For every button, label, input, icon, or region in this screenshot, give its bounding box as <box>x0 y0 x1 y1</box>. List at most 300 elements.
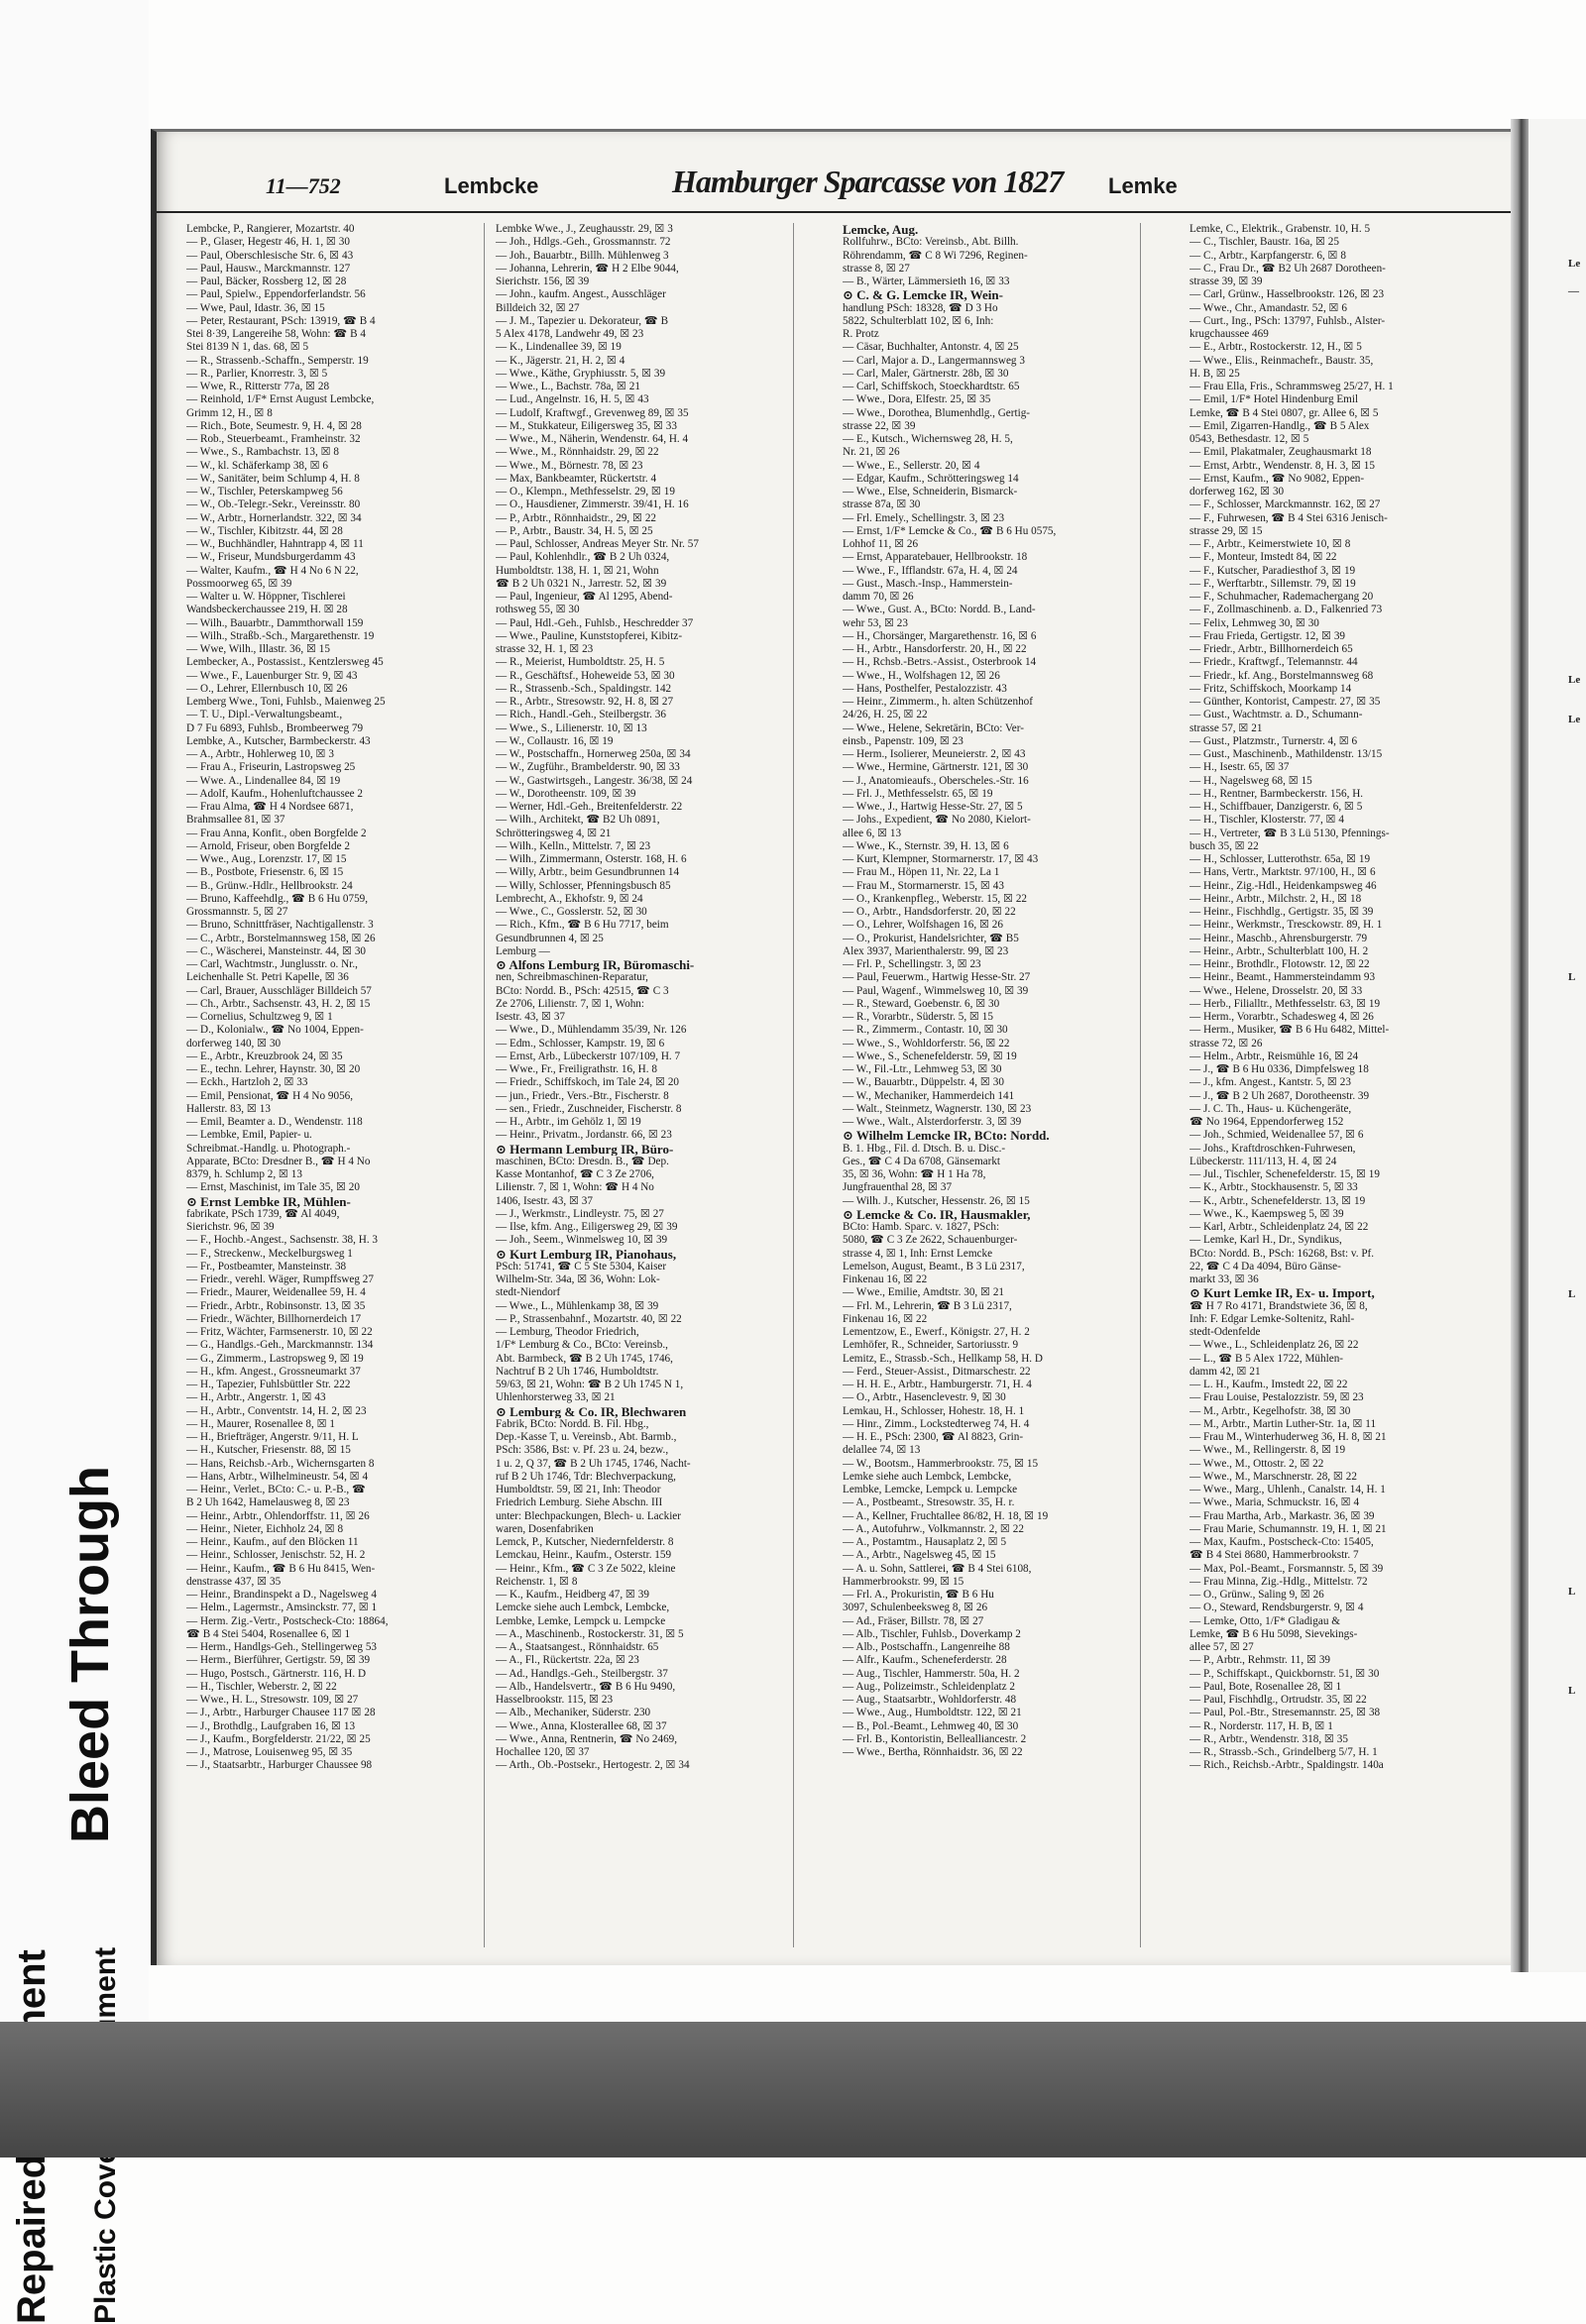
directory-entry: — Lembke, Emil, Papier- u. <box>186 1129 312 1142</box>
directory-entry: Lembke Wwe., J., Zeughausstr. 29, ☒ 3 <box>496 223 673 235</box>
directory-entry: Finkenau 16, ☒ 22 <box>843 1273 928 1285</box>
directory-entry: — P., Arbtr., Baustr. 34, H. 5, ☒ 25 <box>496 524 653 537</box>
directory-entry: — A., Staatsangest., Rönnhaidstr. 65 <box>496 1641 659 1653</box>
directory-entry: — W., Friseur, Mundsburgerdamm 43 <box>186 551 356 564</box>
next-page-fragment: Le <box>1568 674 1581 686</box>
directory-entry: Lementzow, E., Ewerf., Königstr. 27, H. 2 <box>843 1326 1030 1338</box>
directory-entry: — O., Lehrer, Ellernbusch 10, ☒ 26 <box>186 682 348 695</box>
directory-entry: — W., Arbtr., Hornerlandstr. 322, ☒ 34 <box>186 511 362 524</box>
directory-entry: — C., Frau Dr., ☎ B2 Uh 2687 Dorotheen- <box>1190 262 1386 275</box>
directory-entry: — Heinr., Arbtr., Ohlendorffstr. 11, ☒ 26 <box>186 1509 370 1522</box>
directory-entry: — Eckh., Hartzloh 2, ☒ 33 <box>186 1076 308 1089</box>
directory-entry: — Fritz, Wächter, Farmsenerstr. 10, ☒ 22 <box>186 1326 373 1338</box>
directory-entry: — Max, Bankbeamter, Rückertstr. 4 <box>496 472 657 485</box>
directory-entry: Grossmannstr. 5, ☒ 27 <box>186 906 288 918</box>
directory-entry: Leichenhalle St. Petri Kapelle, ☒ 36 <box>186 971 349 984</box>
directory-entry: — Frau Marie, Schumannstr. 19, H. 1, ☒ 21 <box>1190 1522 1387 1535</box>
directory-entry: ☎ B 2 Uh 0321 N., Jarrestr. 52, ☒ 39 <box>496 577 667 590</box>
directory-entry: — Joh., Seem., Winmelsweg 10, ☒ 39 <box>496 1234 668 1247</box>
directory-entry: — Frau M., Stormarnerstr. 15, ☒ 43 <box>843 879 1004 892</box>
directory-entry: — E., techn. Lehrer, Haynstr. 30, ☒ 20 <box>186 1063 361 1075</box>
directory-entry: — R., Steward, Goebenstr. 6, ☒ 30 <box>843 997 1000 1010</box>
directory-entry: Reichenstr. 1, ☒ 8 <box>496 1575 578 1588</box>
directory-entry: — Walter, Kaufm., ☎ H 4 No 6 N 22, <box>186 564 359 577</box>
directory-entry: — E., Arbtr., Rostockerstr. 12, H., ☒ 5 <box>1190 341 1362 354</box>
directory-entry: Nr. 21, ☒ 26 <box>843 446 900 459</box>
directory-entry: — Heinr., Zig.-Hdl., Heidenkampsweg 46 <box>1190 879 1377 892</box>
directory-entry: — L. H., Kaufm., Imstedt 22, ☒ 22 <box>1190 1379 1348 1390</box>
directory-entry: — Wwe., Aug., Humboldtstr. 122, ☒ 21 <box>843 1707 1022 1719</box>
directory-entry: Lohhof 11, ☒ 26 <box>843 538 919 550</box>
directory-entry: Dep.-Kasse T, u. Vereinsb., Abt. Barmb., <box>496 1431 677 1443</box>
next-page-fragment: — <box>1568 285 1579 297</box>
next-page-fragment: L <box>1568 1586 1576 1598</box>
directory-entry: — Wwe., S., Wohldorferstr. 56, ☒ 22 <box>843 1037 1010 1050</box>
directory-entry: strasse 8, ☒ 27 <box>843 262 910 275</box>
directory-entry: — G., Handlgs.-Geh., Marckmannstr. 134 <box>186 1339 374 1352</box>
page-header <box>157 152 1517 213</box>
directory-entry: Lemck, P., Kutscher, Niedernfelderstr. 8 <box>496 1536 674 1548</box>
directory-entry: — Lemke, Karl H., Dr., Syndikus, <box>1190 1234 1342 1247</box>
directory-entry: — J., Staatsarbtr., Harburger Chaussee 98 <box>186 1759 373 1772</box>
directory-entry: — C., Arbtr., Karpfangerstr. 6, ☒ 8 <box>1190 249 1346 262</box>
directory-entry: — Gust., Wachtmstr. a. D., Schumann- <box>1190 709 1363 721</box>
directory-entry: — Friedr., Arbtr., Billhornerdeich 65 <box>1190 643 1353 655</box>
directory-entry: — Wwe., Anna, Rentnerin, ☎ No 2469, <box>496 1732 678 1745</box>
directory-entry: — Alb., Handelsvertr., ☎ B 6 Hu 9490, <box>496 1680 676 1693</box>
directory-entry: — Wwe., M., Marschnerstr. 28, ☒ 22 <box>1190 1470 1357 1483</box>
directory-entry: — Helm., Arbtr., Reismühle 16, ☒ 24 <box>1190 1050 1359 1062</box>
directory-entry: BCto: Hamb. Sparc. v. 1827, PSch: <box>843 1221 1000 1233</box>
directory-entry: — Friedr., Kraftwgf., Telemannstr. 44 <box>1190 656 1358 669</box>
directory-entry: — Carl, Major a. D., Langermannsweg 3 <box>843 354 1025 367</box>
directory-entry: strasse 72, ☒ 26 <box>1190 1037 1263 1050</box>
directory-entry: Nachtruf B 2 Uh 1746, Humboldtstr. <box>496 1365 659 1378</box>
directory-entry: strasse 32, H. 1, ☒ 23 <box>496 643 594 655</box>
directory-entry: — F., Zollmaschinenb. a. D., Falkenried 73 <box>1190 604 1383 616</box>
directory-entry: — H., Arbtr., Hansdorferstr. 20, H., ☒ 22 <box>843 643 1027 655</box>
directory-entry: — Ad., Fräser, Billstr. 78, ☒ 27 <box>843 1614 984 1627</box>
directory-entry: BCto: Nordd. B., PSch: 16268, Bst: v. Pf. <box>1190 1247 1375 1260</box>
directory-entry: — A., Postbeamt., Stresowstr. 35, H. r. <box>843 1496 1015 1509</box>
directory-entry: — Ludolf, Kraftwgf., Grevenweg 89, ☒ 35 <box>496 406 689 419</box>
directory-entry: allee 6, ☒ 13 <box>843 827 902 839</box>
next-page-fragment: Le <box>1568 714 1581 725</box>
directory-entry: — Frau Louise, Pestalozzistr. 59, ☒ 23 <box>1190 1391 1364 1404</box>
directory-entry: — Wwe., H. L., Stresowstr. 109, ☒ 27 <box>186 1694 359 1706</box>
directory-entry: PSch: 51741, ☎ C 5 Ste 5304, Kaiser <box>496 1260 667 1273</box>
directory-entry: — Carl, Schiffskoch, Stoeckhardtstr. 65 <box>843 381 1020 392</box>
directory-entry: Sierichstr. 156, ☒ 39 <box>496 276 590 287</box>
directory-entry: — Karl, Arbtr., Schleidenplatz 24, ☒ 22 <box>1190 1221 1369 1233</box>
directory-entry: — Arth., Ob.-Postsekr., Hertogestr. 2, ☒ 34 <box>496 1759 690 1772</box>
directory-entry: 59/63, ☒ 21, Wohn: ☎ B 2 Uh 1745 N 1, <box>496 1379 684 1390</box>
directory-entry: — Heinr., Privatm., Jordanstr. 66, ☒ 23 <box>496 1129 672 1142</box>
directory-entry: Lemitz, E., Strassb.-Sch., Hellkamp 58, H. D <box>843 1352 1043 1365</box>
directory-entry: — L., ☎ B 5 Alex 1722, Mühlen- <box>1190 1352 1344 1365</box>
directory-entry: — Wwe., F., Lauenburger Str. 9, ☒ 43 <box>186 669 358 682</box>
directory-entry: wehr 53, ☒ 23 <box>843 616 908 629</box>
directory-entry: — J., Werkmstr., Lindleystr. 75, ☒ 27 <box>496 1207 664 1220</box>
directory-entry: — H., Chorsänger, Margarethenstr. 16, ☒ 6 <box>843 629 1037 642</box>
directory-entry: — Arnold, Friseur, oben Borgfelde 2 <box>186 839 350 852</box>
directory-entry: — Wilh., Straßb.-Sch., Margarethenstr. 19 <box>186 629 375 642</box>
directory-entry: — K., Jägerstr. 21, H. 2, ☒ 4 <box>496 354 625 367</box>
directory-entry: — H., Tapezier, Fuhlsbüttler Str. 222 <box>186 1379 351 1390</box>
directory-entry: 22, ☎ C 4 Da 4094, Büro Gänse- <box>1190 1260 1341 1273</box>
directory-entry: — Ernst, 1/F* Lemcke & Co., ☎ B 6 Hu 0575, <box>843 524 1057 537</box>
directory-entry: Lemkau, H., Schlosser, Hohestr. 18, H. 1 <box>843 1404 1025 1417</box>
directory-entry: — Alfr., Kaufm., Scheneferderstr. 28 <box>843 1654 1007 1667</box>
directory-entry: — Wwe., Marg., Uhlenh., Canalstr. 14, H. 1 <box>1190 1484 1386 1495</box>
directory-entry: — Wilh., Bauarbtr., Dammthorwall 159 <box>186 616 364 629</box>
directory-entry: ☎ B 4 Stei 5404, Rosenallee 6, ☒ 1 <box>186 1627 351 1640</box>
directory-entry: — Heinr., Arbtr., Milchstr. 2, H., ☒ 18 <box>1190 892 1362 905</box>
directory-entry: — Aug., Tischler, Hammerstr. 50a, H. 2 <box>843 1667 1020 1680</box>
directory-entry: Stei 8139 N 1, das. 68, ☒ 5 <box>186 341 309 354</box>
directory-entry: — K., Lindenallee 39, ☒ 19 <box>496 341 622 354</box>
directory-entry: — E., Arbtr., Kreuzbrook 24, ☒ 35 <box>186 1050 343 1062</box>
directory-entry: strasse 22, ☒ 39 <box>843 419 916 432</box>
directory-entry: — Ernst, Kaufm., ☎ No 9082, Eppen- <box>1190 472 1365 485</box>
directory-entry: — Johs., Kraftdroschken-Fuhrwesen, <box>1190 1142 1356 1155</box>
directory-entry: — Wwe., L., Schleidenplatz 26, ☒ 22 <box>1190 1339 1359 1352</box>
directory-entry: — P., Arbtr., Rönnhaidstr., 29, ☒ 22 <box>496 511 657 524</box>
directory-entry: ☎ No 1964, Eppendorferweg 152 <box>1190 1116 1344 1128</box>
directory-entry: — Herm., Bierführer, Gertigstr. 59, ☒ 39 <box>186 1654 371 1667</box>
next-page-fragment: Le <box>1568 258 1581 270</box>
directory-entry: — Carl, Wachtmstr., Junglusstr. o. Nr., <box>186 958 358 970</box>
header-left-word: Lembcke <box>444 173 539 198</box>
directory-entry: — K., Arbtr., Stockhausenstr. 5, ☒ 33 <box>1190 1181 1358 1194</box>
directory-entry: — Heinr., Maschb., Ahrensburgerstr. 79 <box>1190 932 1368 944</box>
directory-entry: — Wwe., Chr., Amandastr. 52, ☒ 6 <box>1190 301 1347 314</box>
directory-entry: — Edm., Schlosser, Kampstr. 19, ☒ 6 <box>496 1037 665 1050</box>
directory-entry: Lembke, Lemcke, Lempck u. Lempcke <box>843 1484 1018 1495</box>
directory-entry: — B., Wärter, Lämmersieth 16, ☒ 33 <box>843 276 1010 287</box>
directory-entry: — Wwe., K., Kaempsweg 5, ☒ 39 <box>1190 1207 1344 1220</box>
directory-entry: — W., Bootsm., Hammerbrookstr. 75, ☒ 15 <box>843 1457 1039 1470</box>
directory-entry: — H., Schiffbauer, Danzigerstr. 6, ☒ 5 <box>1190 801 1363 813</box>
directory-entry: — Wwe., Helene, Drosselstr. 20, ☒ 33 <box>1190 984 1363 997</box>
directory-entry: — Max, Kaufm., Postscheck-Cto: 15405, <box>1190 1536 1374 1548</box>
directory-entry: — Wwe., Aug., Lorenzstr. 17, ☒ 15 <box>186 853 347 865</box>
directory-entry: — Wwe., Maria, Schmuckstr. 16, ☒ 4 <box>1190 1496 1360 1509</box>
directory-entry: — Paul, Hausw., Marckmannstr. 127 <box>186 262 351 275</box>
directory-entry: — J., kfm. Angest., Kantstr. 5, ☒ 23 <box>1190 1076 1351 1089</box>
directory-entry: H. B, ☒ 25 <box>1190 367 1240 380</box>
directory-entry: — Herm., Handlgs-Geh., Stellingerweg 53 <box>186 1641 378 1653</box>
directory-entry: — F., Streckenw., Meckelburgsweg 1 <box>186 1247 353 1260</box>
directory-entry: — Frau Minna, Zig.-Hdlg., Mittelstr. 72 <box>1190 1575 1368 1588</box>
directory-entry: fabrikate, PSch 1739, ☎ Al 4049, <box>186 1207 340 1220</box>
directory-entry: — Heinr., Brothdlr., Flotowstr. 12, ☒ 22 <box>1190 958 1370 970</box>
directory-entry: — Wwe., J., Hartwig Hesse-Str. 27, ☒ 5 <box>843 801 1023 813</box>
directory-entry: — A. u. Sohn, Sattlerei, ☎ B 4 Stei 6108, <box>843 1562 1032 1575</box>
directory-entry: Abt. Barmbeck, ☎ B 2 Uh 1745, 1746, <box>496 1352 673 1365</box>
directory-entry: — Paul, Kohlenhdlr., ☎ B 2 Uh 0324, <box>496 551 670 564</box>
directory-entry: — R., Strassb.-Sch., Grindelberg 5/7, H. 1 <box>1190 1746 1378 1758</box>
directory-entry: busch 35, ☒ 22 <box>1190 839 1259 852</box>
directory-entry: — Hans, Reichsb.-Arb., Wichernsgarten 8 <box>186 1457 375 1470</box>
directory-entry: — H., Arbtr., Conventstr. 14, H. 2, ☒ 23 <box>186 1404 367 1417</box>
directory-entry: — Wwe., Dora, Elfestr. 25, ☒ 35 <box>843 393 991 406</box>
directory-entry: — Emil, Beamter a. D., Wendenstr. 118 <box>186 1116 363 1128</box>
directory-entry: waren, Dosenfabriken <box>496 1522 594 1535</box>
directory-entry: — Paul, Hdl.-Geh., Fuhlsb., Heschredder 37 <box>496 616 694 629</box>
directory-entry: maschinen, BCto: Dresdn. B., ☎ Dep. <box>496 1155 669 1167</box>
directory-entry: PSch: 3586, Bst: v. Pf. 23 u. 24, bezw., <box>496 1444 669 1457</box>
directory-entry: — Cornelius, Schultzweg 9, ☒ 1 <box>186 1011 333 1023</box>
directory-entry: — J., Matrose, Louisenweg 95, ☒ 35 <box>186 1746 353 1758</box>
directory-entry: Possmoorweg 65, ☒ 39 <box>186 577 292 590</box>
page-number: 11—752 <box>266 173 341 198</box>
directory-entry: — Wwe., Helene, Sekretärin, BCto: Ver- <box>843 721 1024 734</box>
header-advertisement: Hamburger Sparcasse von 1827 <box>672 164 1064 199</box>
directory-entry: — Wwe., Bertha, Rönnhaidstr. 36, ☒ 22 <box>843 1746 1023 1758</box>
directory-entry: handlung PSch: 18328, ☎ D 3 Ho <box>843 301 998 314</box>
directory-entry: — Heinr., Brandinspekt a D., Nagelsweg 4 <box>186 1589 378 1601</box>
directory-entry: — Heinr., Kfm., ☎ C 3 Ze 5022, kleine <box>496 1562 676 1575</box>
directory-entry: — A., Autofuhrw., Volkmannstr. 2, ☒ 22 <box>843 1522 1024 1535</box>
directory-entry: — Joh., Hdlgs.-Geh., Grossmannstr. 72 <box>496 236 671 249</box>
directory-entry: ⊙ Ernst Lembke IR, Mühlen- <box>186 1194 351 1208</box>
directory-entry: 0543, Bethesdastr. 12, ☒ 5 <box>1190 433 1309 445</box>
directory-entry: — H., Maurer, Rosenallee 8, ☒ 1 <box>186 1417 336 1430</box>
directory-entry: — E., Kutsch., Wichernsweg 28, H. 5, <box>843 433 1013 445</box>
directory-entry: — O., Prokurist, Handelsrichter, ☎ B5 <box>843 932 1019 944</box>
directory-entry: Lembcke, P., Rangierer, Mozartstr. 40 <box>186 223 355 235</box>
directory-entry: — Paul, Bäcker, Rossberg 12, ☒ 28 <box>186 276 347 287</box>
directory-entry: — Frau M., Höpen 11, Nr. 22, La 1 <box>843 866 1000 879</box>
directory-entry: — Wilh., Architekt, ☎ B2 Uh 0891, <box>496 814 660 827</box>
directory-entry: Schrötteringsweg 4, ☒ 21 <box>496 827 612 839</box>
directory-entry: — R., Arbtr., Stresowstr. 92, H. 8, ☒ 27 <box>496 696 674 708</box>
directory-entry: Inh: F. Edgar Lemke-Soltenitz, Rahl- <box>1190 1312 1355 1325</box>
directory-entry: — W., Tischler, Kibitzstr. 44, ☒ 28 <box>186 524 343 537</box>
directory-entry: Lemcke, Aug. <box>843 223 919 237</box>
directory-entry: Lemhöfer, R., Schneider, Sartoriusstr. 9 <box>843 1339 1019 1352</box>
scan-bottom-band <box>0 2022 1586 2158</box>
directory-entry: — Ernst, Arb., Lübeckerstr 107/109, H. 7 <box>496 1050 681 1062</box>
directory-entry: — Heinr., Nieter, Eichholz 24, ☒ 8 <box>186 1522 344 1535</box>
directory-entry: — Edgar, Kaufm., Schrötteringsweg 14 <box>843 472 1019 485</box>
directory-entry: — Bruno, Schnittfräser, Nachtigallenstr. 3 <box>186 919 374 932</box>
directory-entry: — Frau Martha, Arb., Markastr. 36, ☒ 39 <box>1190 1509 1375 1522</box>
directory-entry: — W., Ob.-Telegr.-Sekr., Vereinsstr. 80 <box>186 498 361 511</box>
directory-entry: — Rich., Bote, Seumestr. 9, H. 4, ☒ 28 <box>186 419 362 432</box>
directory-entry: BCto: Nordd. B., PSch: 42515, ☎ C 3 <box>496 984 669 997</box>
directory-entry: — C., Wäscherei, Mansteinstr. 44, ☒ 30 <box>186 944 367 957</box>
directory-entry: — J., Anatomieaufs., Oberscheles.-Str. 16 <box>843 774 1029 787</box>
directory-entry: ⊙ Wilhelm Lemcke IR, BCto: Nordd. <box>843 1129 1050 1143</box>
directory-entry: — Heinr., Beamt., Hammersteindamm 93 <box>1190 971 1376 984</box>
directory-entry: einsb., Papenstr. 109, ☒ 23 <box>843 734 963 747</box>
directory-entry: Friedrich Lemburg. Siehe Abschn. III <box>496 1496 663 1509</box>
directory-entry: — J., Arbtr., Harburger Chausee 117 ☒ 28 <box>186 1707 376 1719</box>
directory-entry: — Herb., Filialltr., Methfesselstr. 63, ☒ 19 <box>1190 997 1381 1010</box>
directory-column-3 <box>843 223 1141 1947</box>
directory-entry: — H., Arbtr., im Gehölz 1, ☒ 19 <box>496 1116 641 1128</box>
directory-entry: — K., Arbtr., Schenefelderstr. 13, ☒ 19 <box>1190 1194 1366 1207</box>
directory-entry: delallee 74, ☒ 13 <box>843 1444 921 1457</box>
directory-entry: Billdeich 32, ☒ 27 <box>496 301 580 314</box>
directory-entry: — Walter u. W. Höppner, Tischlerei <box>186 591 346 603</box>
directory-entry: markt 33, ☒ 36 <box>1190 1273 1259 1285</box>
directory-entry: — H., Briefträger, Angerstr. 9/11, H. L <box>186 1431 359 1443</box>
directory-entry: 35, ☒ 36, Wohn: ☎ H 1 Ha 78, <box>843 1168 986 1180</box>
directory-entry: — Lemburg, Theodor Friedrich, <box>496 1326 639 1338</box>
directory-entry: — W., Zugführ., Brambelderstr. 90, ☒ 33 <box>496 761 680 774</box>
directory-entry: — Hans, Posthelfer, Pestalozzistr. 43 <box>843 682 1007 695</box>
directory-entry: — A., Maschinenb., Rostockerstr. 31, ☒ 5 <box>496 1627 684 1640</box>
directory-entry: — H., Tischler, Klosterstr. 77, ☒ 4 <box>1190 814 1344 827</box>
directory-entry: B. 1. Hbg., Fil. d. Dtsch. B. u. Disc.- <box>843 1142 1006 1155</box>
directory-entry: Sierichstr. 96, ☒ 39 <box>186 1221 275 1233</box>
directory-entry: — M., Stukkateur, Eiligersweg 35, ☒ 33 <box>496 419 677 432</box>
directory-entry: — Lemke, Otto, 1/F* Gladigau & <box>1190 1614 1340 1627</box>
directory-entry: — Gust., Platzmstr., Turnerstr. 4, ☒ 6 <box>1190 734 1358 747</box>
directory-entry: — F., Fuhrwesen, ☎ B 4 Stei 6316 Jenisch- <box>1190 511 1388 524</box>
directory-entry: — O., Arbtr., Handsdorferstr. 20, ☒ 22 <box>843 906 1016 918</box>
directory-entry: Lembke, Lemke, Lempck u. Lempcke <box>496 1614 666 1627</box>
directory-entry: — O., Arbtr., Hasenclevestr. 9, ☒ 30 <box>843 1391 1006 1404</box>
directory-entry: — Curt., Ing., PSch: 13797, Fuhlsb., Alster- <box>1190 314 1386 327</box>
directory-entry: rothsweg 55, ☒ 30 <box>496 604 580 616</box>
directory-entry: — W., Tischler, Peterskampweg 56 <box>186 486 343 498</box>
directory-entry: — Frau Ella, Fris., Schrammsweg 25/27, H. 1 <box>1190 381 1394 392</box>
directory-entry: — Alb., Tischler, Fuhlsb., Doverkamp 2 <box>843 1627 1021 1640</box>
directory-entry: ☎ B 4 Stei 8680, Hammerbrookstr. 7 <box>1190 1549 1359 1562</box>
directory-entry: — Wwe., M., Ottostr. 2, ☒ 22 <box>1190 1457 1324 1470</box>
directory-entry: — R., Arbtr., Wendenstr. 318, ☒ 35 <box>1190 1732 1348 1745</box>
directory-entry: strasse 4, ☒ 1, Inh: Ernst Lemcke <box>843 1247 993 1260</box>
directory-entry: — Wwe., H., Wolfshagen 12, ☒ 26 <box>843 669 1000 682</box>
directory-entry: — Hans, Arbtr., Wilhelmineustr. 54, ☒ 4 <box>186 1470 369 1483</box>
directory-entry: — Wwe, R., Ritterstr 77a, ☒ 28 <box>186 381 330 392</box>
directory-entry: — C., Arbtr., Borstelmannsweg 158, ☒ 26 <box>186 932 376 944</box>
directory-entry: — A., Arbtr., Hohlerweg 10, ☒ 3 <box>186 748 334 760</box>
directory-entry: — Wilh. J., Kutscher, Hessenstr. 26, ☒ 15 <box>843 1194 1030 1207</box>
directory-entry: — Peter, Restaurant, PSch: 13919, ☎ B 4 <box>186 314 376 327</box>
directory-entry: Brahmsallee 81, ☒ 37 <box>186 814 285 827</box>
directory-entry: — H., Arbtr., Angerstr. 1, ☒ 43 <box>186 1391 326 1404</box>
directory-entry: — Emil, 1/F* Hotel Hindenburg Emil <box>1190 393 1359 406</box>
directory-entry: — Frau Anna, Konfit., oben Borgfelde 2 <box>186 827 367 839</box>
directory-entry: — H., Isestr. 65, ☒ 37 <box>1190 761 1290 774</box>
directory-entry: — O., Hausdiener, Zimmerstr. 39/41, H. 16 <box>496 498 689 511</box>
directory-entry: — Reinhold, 1/F* Ernst August Lembcke, <box>186 393 375 406</box>
directory-entry: — Wwe., Emilie, Amdtstr. 30, ☒ 21 <box>843 1286 1005 1299</box>
directory-entry: Ges., ☎ C 4 Da 6708, Gänsemarkt <box>843 1155 1001 1167</box>
directory-entry: Humboldtstr. 59, ☒ 21, Inh: Theodor <box>496 1484 661 1495</box>
directory-entry: ⊙ Kurt Lemburg IR, Pianohaus, <box>496 1247 677 1261</box>
directory-entry: — Max, Pol.-Beamt., Forsmannstr. 5, ☒ 39 <box>1190 1562 1384 1575</box>
directory-entry: — Paul, Spielw., Eppendorferlandstr. 56 <box>186 288 366 301</box>
directory-entry: — A., Postamtm., Hausaplatz 2, ☒ 5 <box>843 1536 1007 1548</box>
directory-entry: Hochallee 120, ☒ 37 <box>496 1746 590 1758</box>
directory-entry: — Aug., Polizeimstr., Schleidenplatz 2 <box>843 1680 1016 1693</box>
next-page-fragment: L <box>1568 971 1576 983</box>
directory-entry: — Friedr., verehl. Wäger, Rumpffsweg 27 <box>186 1273 374 1285</box>
directory-entry: ⊙ Alfons Lemburg IR, Büromaschi- <box>496 958 695 972</box>
directory-entry: Lembke, A., Kutscher, Barmbeckerstr. 43 <box>186 734 371 747</box>
directory-entry: — Herm. Zig.-Vertr., Postscheck-Cto: 18864, <box>186 1614 389 1627</box>
directory-entry: — Hugo, Postsch., Gärtnerstr. 116, H. D <box>186 1667 367 1680</box>
directory-entry: R. Protz <box>843 328 879 340</box>
directory-entry: — Wwe., D., Mühlendamm 35/39, Nr. 126 <box>496 1024 687 1037</box>
directory-entry: Apparate, BCto: Dresdner B., ☎ H 4 No <box>186 1155 371 1167</box>
directory-entry: — Frau Frieda, Gertigstr. 12, ☒ 39 <box>1190 629 1346 642</box>
directory-entry: — Fr., Postbeamter, Mansteinstr. 38 <box>186 1260 347 1273</box>
directory-entry: — Aug., Staatsarbtr., Wohldorferstr. 48 <box>843 1694 1017 1706</box>
directory-entry: — Wwe., Hermine, Gärtnerstr. 121, ☒ 30 <box>843 761 1029 774</box>
directory-entry: — Gust., Maschinenb., Mathildenstr. 13/15 <box>1190 748 1383 760</box>
directory-entry: Lübeckerstr. 111/113, H. 4, ☒ 24 <box>1190 1155 1337 1167</box>
directory-entry: — Wwe., F., Ifflandstr. 67a, H. 4, ☒ 24 <box>843 564 1018 577</box>
directory-entry: — Wwe., Walt., Alsterdorferstr. 3, ☒ 39 <box>843 1116 1022 1128</box>
directory-entry: Finkenau 16, ☒ 22 <box>843 1312 928 1325</box>
directory-entry: 5822, Schulterblatt 102, ☒ 6, Inh: <box>843 314 994 327</box>
directory-entry: 1 u. 2, Q 37, ☎ B 2 Uh 1745, 1746, Nacht- <box>496 1457 691 1470</box>
directory-entry: — Paul, Oberschlesische Str. 6, ☒ 43 <box>186 249 354 262</box>
directory-entry: — Heinr., Schlosser, Jenischstr. 52, H. 2 <box>186 1549 366 1562</box>
directory-entry: — Friedr., Arbtr., Robinsonstr. 13, ☒ 35 <box>186 1299 366 1312</box>
directory-entry: — Wwe., L., Mühlenkamp 38, ☒ 39 <box>496 1299 659 1312</box>
directory-entry: damm 70, ☒ 26 <box>843 591 914 603</box>
directory-entry: — Helm., Lagermstr., Amsinckstr. 77, ☒ 1 <box>186 1602 378 1614</box>
directory-entry: — Wwe. A., Lindenallee 84, ☒ 19 <box>186 774 341 787</box>
directory-entry: D 7 Fu 6893, Fuhlsb., Brombeerweg 79 <box>186 721 364 734</box>
directory-entry: — H., Schlosser, Lutterothstr. 65a, ☒ 19 <box>1190 853 1371 865</box>
directory-entry: Wandsbeckerchaussee 219, H. ☒ 28 <box>186 604 348 616</box>
directory-entry: — H., kfm. Angest., Grossneumarkt 37 <box>186 1365 361 1378</box>
directory-entry: Gesundbrunnen 4, ☒ 25 <box>496 932 604 944</box>
directory-entry: denstrasse 437, ☒ 35 <box>186 1575 282 1588</box>
directory-entry: — Frl. A., Prokuristin, ☎ B 6 Hu <box>843 1589 994 1601</box>
directory-entry: Stei 8·39, Langereihe 58, Wohn: ☎ B 4 <box>186 328 366 340</box>
directory-entry: 5 Alex 4178, Landwehr 49, ☒ 23 <box>496 328 644 340</box>
directory-entry: — Frl. Emely., Schellingstr. 3, ☒ 23 <box>843 511 1005 524</box>
directory-entry: — Alb., Mechaniker, Süderstr. 230 <box>496 1707 651 1719</box>
directory-entry: — H. E., PSch: 2300, ☎ Al 8823, Grin- <box>843 1431 1024 1443</box>
directory-entry: — Gust., Masch.-Insp., Hammerstein- <box>843 577 1013 590</box>
directory-entry: — John., kaufm. Angest., Ausschläger <box>496 288 666 301</box>
next-page-fragment: L <box>1568 1685 1576 1697</box>
directory-entry: — Willy, Arbtr., beim Gesundbrunnen 14 <box>496 866 680 879</box>
directory-entry: — Fritz, Schiffskoch, Moorkamp 14 <box>1190 682 1352 695</box>
directory-entry: — F., Schuhmacher, Rademachergang 20 <box>1190 591 1374 603</box>
directory-entry: Lembecker, A., Postassist., Kentzlersweg 45 <box>186 656 384 669</box>
directory-entry: — Wwe., Pauline, Kunststopferei, Kibitz- <box>496 629 683 642</box>
directory-entry: — Wwe., L., Bachstr. 78a, ☒ 21 <box>496 381 640 392</box>
directory-entry: — J., Brothdlg., Laufgraben 16, ☒ 13 <box>186 1719 356 1732</box>
directory-page <box>151 129 1517 1965</box>
directory-entry: — Herm., Isolierer, Meuneierstr. 2, ☒ 43 <box>843 748 1026 760</box>
directory-entry: — Frl. J., Methfesselstr. 65, ☒ 19 <box>843 787 993 800</box>
directory-entry: — Paul, Bote, Rosenallee 28, ☒ 1 <box>1190 1680 1342 1693</box>
directory-entry: B 2 Uh 1642, Hamelausweg 8, ☒ 23 <box>186 1496 350 1509</box>
directory-entry: — Joh., Schmied, Weidenallee 57, ☒ 6 <box>1190 1129 1364 1142</box>
directory-entry: — Wwe., M., Rönnhaidstr. 29, ☒ 22 <box>496 446 659 459</box>
directory-entry: unter: Blechpackungen, Blech- u. Lackier <box>496 1509 682 1522</box>
directory-entry: Schreibmat.-Handlg. u. Photograph.- <box>186 1142 351 1155</box>
directory-entry: dorferweg 162, ☒ 30 <box>1190 486 1285 498</box>
directory-entry: — Günther, Kontorist, Campestr. 27, ☒ 35 <box>1190 696 1381 708</box>
directory-column-4 <box>1190 223 1487 1947</box>
directory-entry: — Paul, Fischhdlg., Ortrudstr. 35, ☒ 22 <box>1190 1694 1367 1706</box>
directory-entry: Lilienstr. 7, ☒ 1, Wohn: ☎ H 4 No <box>496 1181 654 1194</box>
